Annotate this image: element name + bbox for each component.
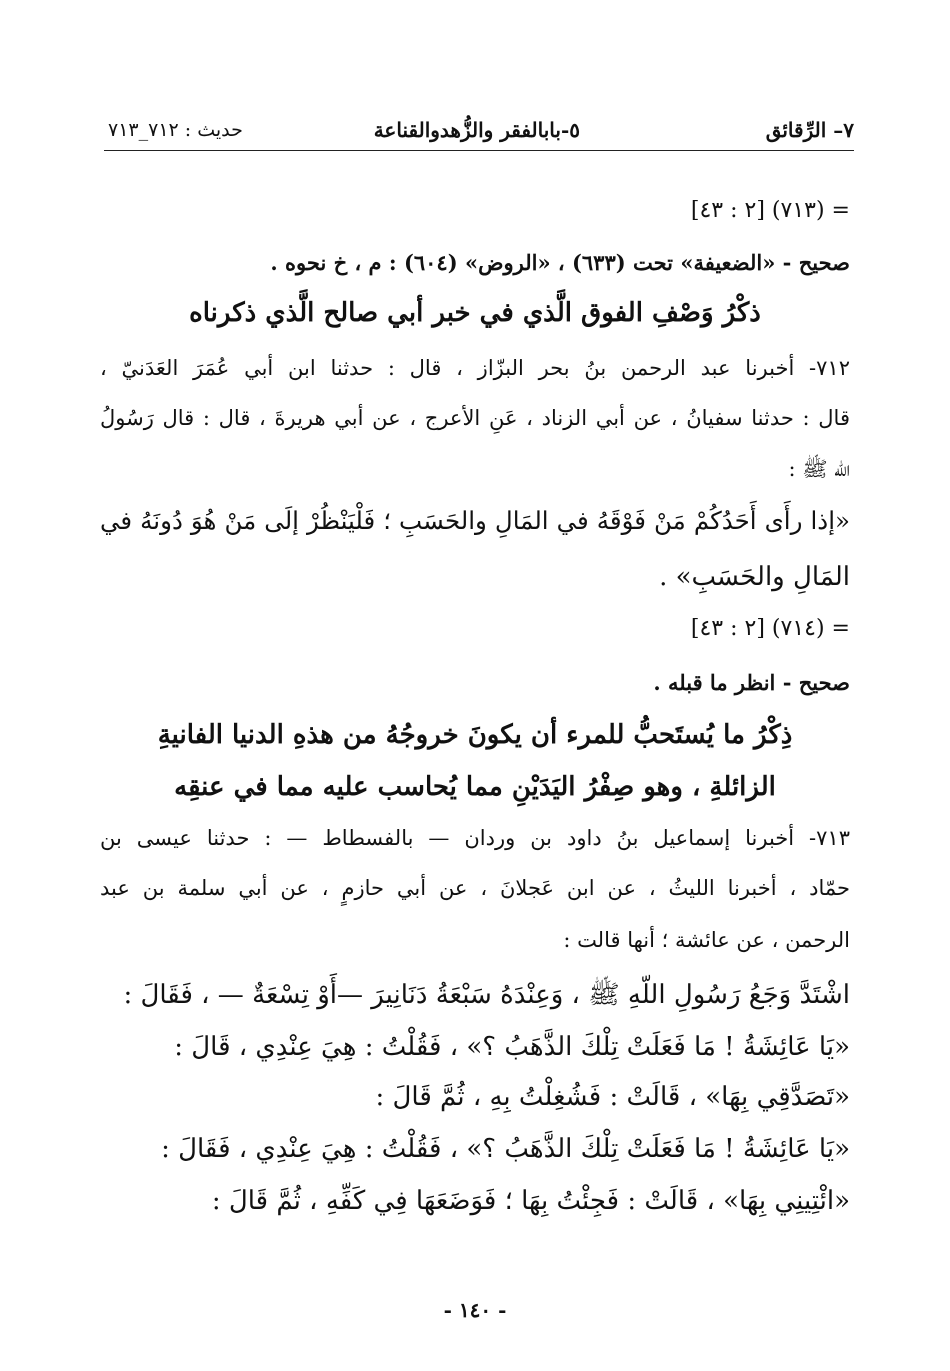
running-header-chapter: ٧– الرِّقائق <box>765 118 854 142</box>
section-heading-2-line-2: الزائلةِ ، وهو صِفْرُ اليَدَيْنِ مما يُحاسب عليه مما في عنقِه <box>174 772 776 802</box>
matn-713-line-5: «ائْتِينِي بِهَا» ، قَالَتْ : فَجِئْتُ بِهَا ؛ فَوَضَعَهَا فِي كَفِّهِ ، ثُمَّ قَالَ : <box>211 1186 850 1216</box>
page-number: - ١٤٠ - <box>443 1298 507 1322</box>
isnad-713-line-1: ٧١٣- أخبرنا إسماعيل بنُ داود بن وردان — بالفسطاط — : حدثنا عيسى بن <box>100 826 850 850</box>
isnad-713-line-3: الرحمن ، عن عائشة ؛ أنها قالت : <box>563 928 850 952</box>
running-header-section: ٥-بابالفقر والزُّهدوالقناعة <box>373 118 580 142</box>
header-rule <box>104 150 854 151</box>
grading-line-714: صحيح - انظر ما قبله . <box>653 670 850 695</box>
reference-line-713: = (٧١٣) [٢ : ٤٣] <box>690 198 850 223</box>
matn-713-line-1: اشْتَدَّ وَجَعُ رَسُولِ اللّهِ ﷺ ، وَعِنْدَهُ سَبْعَةُ دَنَانِيرَ —أَوْ تِسْعَةٌ — ، فَقَالَ : <box>123 980 850 1010</box>
section-heading-2-line-1: ذِكْرُ ما يُستَحبُّ للمرء أن يكونَ خروجُهُ من هذهِ الدنيا الفانيةِ <box>157 720 793 750</box>
reference-line-714: = (٧١٤) [٢ : ٤٣] <box>690 616 850 641</box>
grading-line-713: صحيح - «الضعيفة» تحت (٦٣٣) ، «الروض» (٦٠٤) : م ، خ نحوه . <box>270 250 850 275</box>
running-header-hadith-range: حديث : ٧١٢_٧١٣ <box>108 119 243 141</box>
matn-712-line-2: المَالِ والحَسَبِ» . <box>659 562 850 592</box>
section-heading-1: ذكْرُ وَصْفِ الفوق الَّذي في خبر أبي صالح الَّذي ذكرناه <box>189 298 761 328</box>
matn-713-line-3: «تَصَدَّقِي بِهَا» ، قَالَتْ : فَشُغِلْتُ بِهِ ، ثُمَّ قَالَ : <box>375 1082 850 1112</box>
isnad-712-line-3: اللّه ﷺ : <box>788 457 850 481</box>
matn-713-line-4: «يَا عَائِشَةُ ! مَا فَعَلَتْ تِلْكَ الذَّهَبُ ؟» ، فَقُلْتُ : هِيَ عِنْدِي ، فَقَالَ : <box>161 1134 850 1164</box>
matn-713-line-2: «يَا عَائِشَةُ ! مَا فَعَلَتْ تِلْكَ الذَّهَبُ ؟» ، فَقُلْتُ : هِيَ عِنْدِي ، قَالَ : <box>174 1032 850 1062</box>
matn-712-line-1: «إذا رأَى أَحَدُكُمْ مَنْ فَوْقَهُ في المَالِ والحَسَبِ ؛ فَلْيَنْظُرْ إلَى مَنْ هُوَ دُونَهُ في <box>100 506 850 535</box>
isnad-713-line-2: حمّاد ، أخبرنا الليثُ ، عن ابن عَجلانَ ، عن أبي حازمٍ ، عن أبي سلمة بن عبد <box>100 876 850 900</box>
isnad-712-line-2: قال : حدثنا سفيانُ ، عن أبي الزناد ، عَنِ الأعرج ، عن أبي هريرةَ ، قال : قال رَسُولُ <box>100 406 850 430</box>
isnad-712-line-1: ٧١٢- أخبرنا عبد الرحمن بنُ بحر البزّاز ، قال : حدثنا ابن أبي عُمَرَ العَدَنيّ ، <box>100 356 850 380</box>
